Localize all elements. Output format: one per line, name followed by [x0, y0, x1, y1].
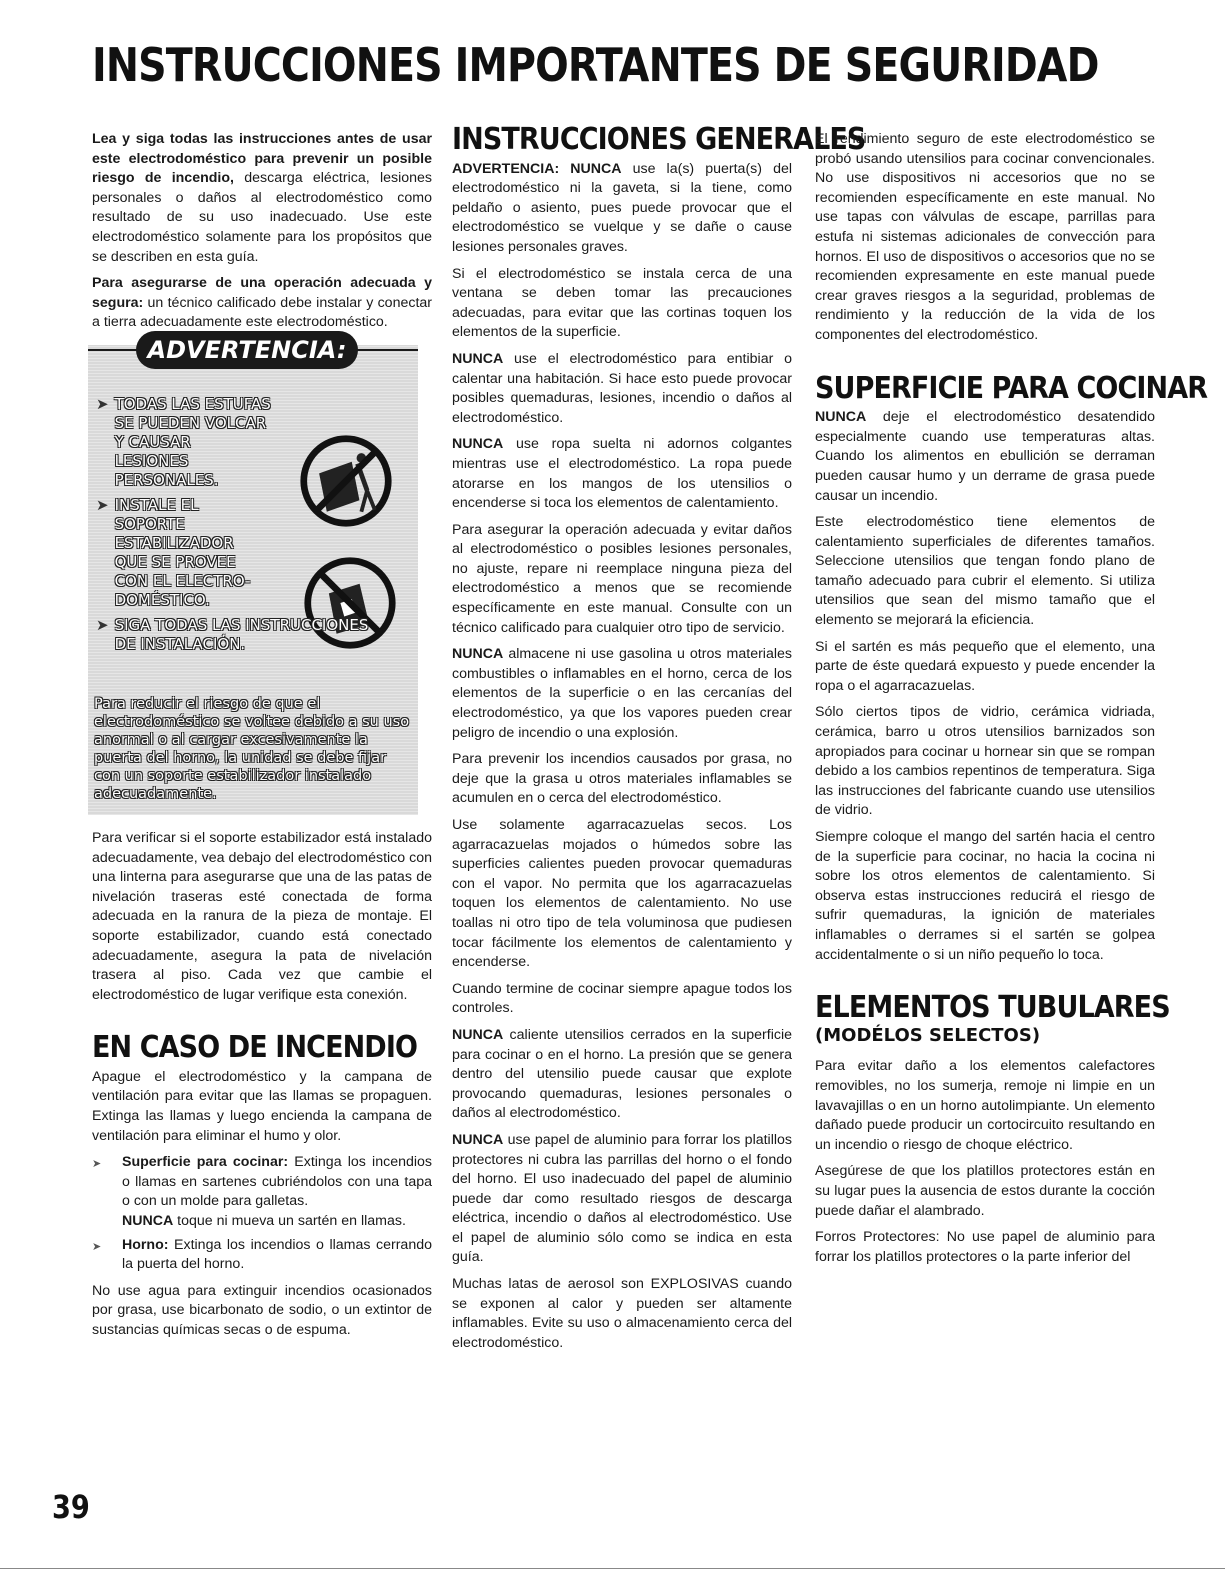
install-paragraph: Para asegurarse de una operación adecuada y segura: un técnico calificado debe instalar y conectar a tierra adecuadamente este electrodoméstico. — [92, 275, 432, 331]
surface-paragraph: NUNCA deje el electrodoméstico desatendido especialmente cuando use temperaturas altas. Cuando los alimentos en ebullición se derraman pueden causar humo y un derrame de grasa puede causar un incendio. — [815, 409, 1155, 504]
general-paragraph: Muchas latas de aerosol son EXPLOSIVAS cuando se exponen al calor y pueden ser altamente inflamables. Evite su uso o almacenamiento cerca del electrodoméstico. — [452, 1276, 792, 1351]
general-paragraph: Para prevenir los incendios causados por grasa, no deje que la grasa u otros materiales inflamables se acumulen en o cerca del electrodoméstico. — [452, 751, 792, 807]
general-paragraph: NUNCA use papel de aluminio para forrar los platillos protectores ni cubra las parrillas del horno o el fondo del horno. El uso inadecuado del papel de aluminio puede dar como resultado riesgos de descarga eléctrica, incendio o daños al electrodoméstico. Use el papel de aluminio sólo como se indica en esta guía. — [452, 1131, 792, 1266]
tubular-paragraph: Forros Protectores: No use papel de aluminio para forrar los platillos protectores o la parte inferior del — [815, 1229, 1155, 1265]
column-middle — [452, 122, 866, 1360]
general-paragraph: Use solamente agarracazuelas secos. Los agarracazuelas mojados o húmedos sobre las superficies calientes pueden provocar quemaduras con el vapor. No permita que los agarracazuelas toquen los elementos de calentamiento. No use toallas ni otro tipo de tela voluminosa que pudiesen tocar fácilmente los elementos de calentamiento y encenderse. — [452, 817, 792, 971]
fire-bullet-surface: ➤ Superficie para cocinar: Extinga los incendios o llamas en sartenes cubriéndolos con una tapa o con un molde para galletas. NUNCA toque ni mueva un sartén en llamas. — [92, 1153, 432, 1231]
warning-box — [88, 335, 418, 815]
general-paragraph: NUNCA caliente utensilios cerrados en la superficie para cocinar o en el horno. La presión que se genera dentro del utensilio puede causar que explote provocando quemaduras, lesiones personales o daños al electrodoméstico. — [452, 1026, 792, 1122]
general-heading: INSTRUCCIONES GENERALES — [452, 122, 866, 157]
fire-heading: EN CASO DE INCENDIO — [92, 1030, 418, 1066]
bullet-arrow-icon: ➤ — [92, 1240, 102, 1253]
warning-bottom-text: Para reducir el riesgo de que el electrodoméstico se voltee debido a su uso anormal o al cargar excesivamente la puerta del horno, la unidad se debe fijar con un soporte estabilizador instalado adecuadamente. — [94, 695, 410, 802]
column-right — [815, 130, 1208, 1274]
tubular-paragraph: Asegúrese de que los platillos protectores están en su lugar pues la ausencia de estos durante la cocción puede dañar el alambrado. — [815, 1163, 1155, 1219]
verify-paragraph: Para verificar si el soporte estabilizador está instalado adecuadamente, vea debajo del electrodoméstico con una linterna para asegurarse que una de las patas de nivelación traseras esté conectada de forma adecuada en la ranura de la pieza de montaje. El soporte estabilizador, cuando está conectado adecuadamente, asegura la pata de nivelación trasera al piso. Cada vez que cambie el electrodoméstico de lugar verifique esta conexión. — [92, 829, 432, 1003]
surface-paragraph: Siempre coloque el mango del sartén hacia el centro de la superficie para cocinar, no hacia la cocina ni sobre los otros elementos de calentamiento. Si observa estas instrucciones reducirá el riesgo de sufrir quemaduras, la ignición de materiales inflamables o derrames si el sartén se golpea accidentalmente o si un niño pequeño lo toca. — [815, 829, 1155, 963]
tubular-subheading: (MODÉLOS SELECTOS) — [815, 1024, 1041, 1046]
arrow-icon: ➤ — [96, 615, 109, 634]
bottom-rule — [0, 1568, 1225, 1569]
warning-list — [96, 395, 396, 660]
general-paragraph: Si el electrodoméstico se instala cerca de una ventana se deben tomar las precauciones adecuadas, para evitar que las cortinas toquen los elementos de la superficie. — [452, 265, 792, 341]
warning-item: ➤ INSTALE EL SOPORTE ESTABILIZADOR QUE SE PROVEE CON EL ELECTRO- DOMÉSTICO. — [96, 495, 251, 609]
fire-bullet-oven: ➤ Horno: Extinga los incendios o llamas cerrando la puerta del horno. — [92, 1236, 432, 1275]
surface-heading: SUPERFICIE PARA COCINAR — [815, 370, 1208, 406]
warning-item: ➤ TODAS LAS ESTUFAS SE PUEDEN VOLCAR Y CAUSAR LESIONES PERSONALES. — [96, 394, 271, 489]
general-paragraph: NUNCA use ropa suelta ni adornos colgantes mientras use el electrodoméstico. La ropa puede atorarse en los mangos de los utensilios o encenderse si toca los elementos de calentamiento. — [452, 436, 792, 512]
tubular-paragraph: Para evitar daño a los elementos calefactores removibles, no los sumerja, remoje ni limpie en un lavavajillas o en un horno autolimpiante. Un elemento dañado puede producir un cortocircuito resultando en un incendio o riesgo de choque eléctrico. — [815, 1058, 1155, 1153]
performance-paragraph: El rendimiento seguro de este electrodoméstico se probó usando utensilios para cocinar convencionales. No use dispositivos ni accesorios que no se recomienden específicamente en este manual. No use tapas con válvulas de escape, parrillas para estufa ni sistemas adicionales de convección para hornos. El uso de dispositivos o accesorios que no se recomienden expresamente en este manual puede crear graves riesgos a la seguridad, problemas de rendimiento y la reducción de la vida de los componentes del electrodoméstico. — [815, 131, 1155, 343]
bullet-arrow-icon: ➤ — [92, 1158, 102, 1171]
warning-item: ➤ SIGA TODAS LAS INSTRUCCIONES DE INSTALACIÓN. — [96, 615, 369, 653]
general-paragraph: Cuando termine de cocinar siempre apague todos los controles. — [452, 980, 792, 1017]
fire-paragraph-2: No use agua para extinguir incendios ocasionados por grasa, use bicarbonato de sodio, o un extintor de sustancias químicas secas o de espuma. — [92, 1282, 432, 1338]
general-paragraph: ADVERTENCIA: NUNCA use la(s) puerta(s) del electrodoméstico ni la gaveta, si la tiene, como peldaño o asiento, pues puede provocar que el electrodoméstico se vuelque y se dañe o cause lesiones personales graves. — [452, 160, 792, 255]
page-number: 39 — [52, 1488, 90, 1526]
general-paragraph: Para asegurar la operación adecuada y evitar daños al electrodoméstico o posibles lesiones personales, no ajuste, repare ni reemplace ninguna pieza del electrodoméstico a menos que se recomiende específicamente en este manual. Consulte con un técnico calificado para cualquier otro tipo de servicio. — [452, 521, 792, 636]
surface-paragraph: Este electrodoméstico tiene elementos de calentamiento superficiales de diferentes tamaños. Seleccione utensilios que tengan fondo plano de tamaño adecuado para cubrir el elemento. Si utiliza utensilios que sean del mismo tamaño que el elemento se mejorará la eficiencia. — [815, 514, 1155, 629]
page-title: INSTRUCCIONES IMPORTANTES DE SEGURIDAD — [92, 38, 1099, 92]
warning-banner: ADVERTENCIA: — [136, 331, 358, 369]
surface-paragraph: Si el sartén es más pequeño que el elemento, una parte de éste quedará expuesto y puede encender la ropa o el agarracazuelas. — [815, 638, 1155, 694]
intro-paragraph: Lea y siga todas las instrucciones antes de usar este electrodoméstico para prevenir un posible riesgo de incendio, descarga eléctrica, lesiones personales o daños al electrodoméstico como resultado de su uso inadecuado. Use este electrodoméstico solamente para los propósitos que se describen en esta guía. — [92, 131, 432, 265]
tubular-heading: ELEMENTOS TUBULARES — [815, 990, 1170, 1026]
surface-paragraph: Sólo ciertos tipos de vidrio, cerámica vidriada, cerámica, barro u otros utensilios barnizados son apropiados para cocinar u hornear sin que se rompan debido a los cambios repentinos de temperatura. Siga las instrucciones del fabricante cuando use utensilios de vidrio. — [815, 704, 1155, 819]
general-paragraph: NUNCA use el electrodoméstico para entibiar o calentar una habitación. Si hace esto puede provocar posibles quemaduras, lesiones, incendio o daños al electrodoméstico. — [452, 350, 792, 426]
arrow-icon: ➤ — [96, 495, 109, 514]
fire-paragraph: Apague el electrodoméstico y la campana de ventilación para evitar que las llamas se propaguen. Extinga las llamas y luego encienda la campana de ventilación para eliminar el humo y olor. — [92, 1068, 432, 1144]
general-paragraph: NUNCA almacene ni use gasolina u otros materiales combustibles o inflamables en el horno, cerca de los elementos de la superficie o en las cercanías del electrodoméstico, ya que los vapores pueden crear peligro de incendio o una explosión. — [452, 646, 792, 741]
column-left — [92, 130, 432, 1348]
arrow-icon: ➤ — [96, 394, 109, 413]
